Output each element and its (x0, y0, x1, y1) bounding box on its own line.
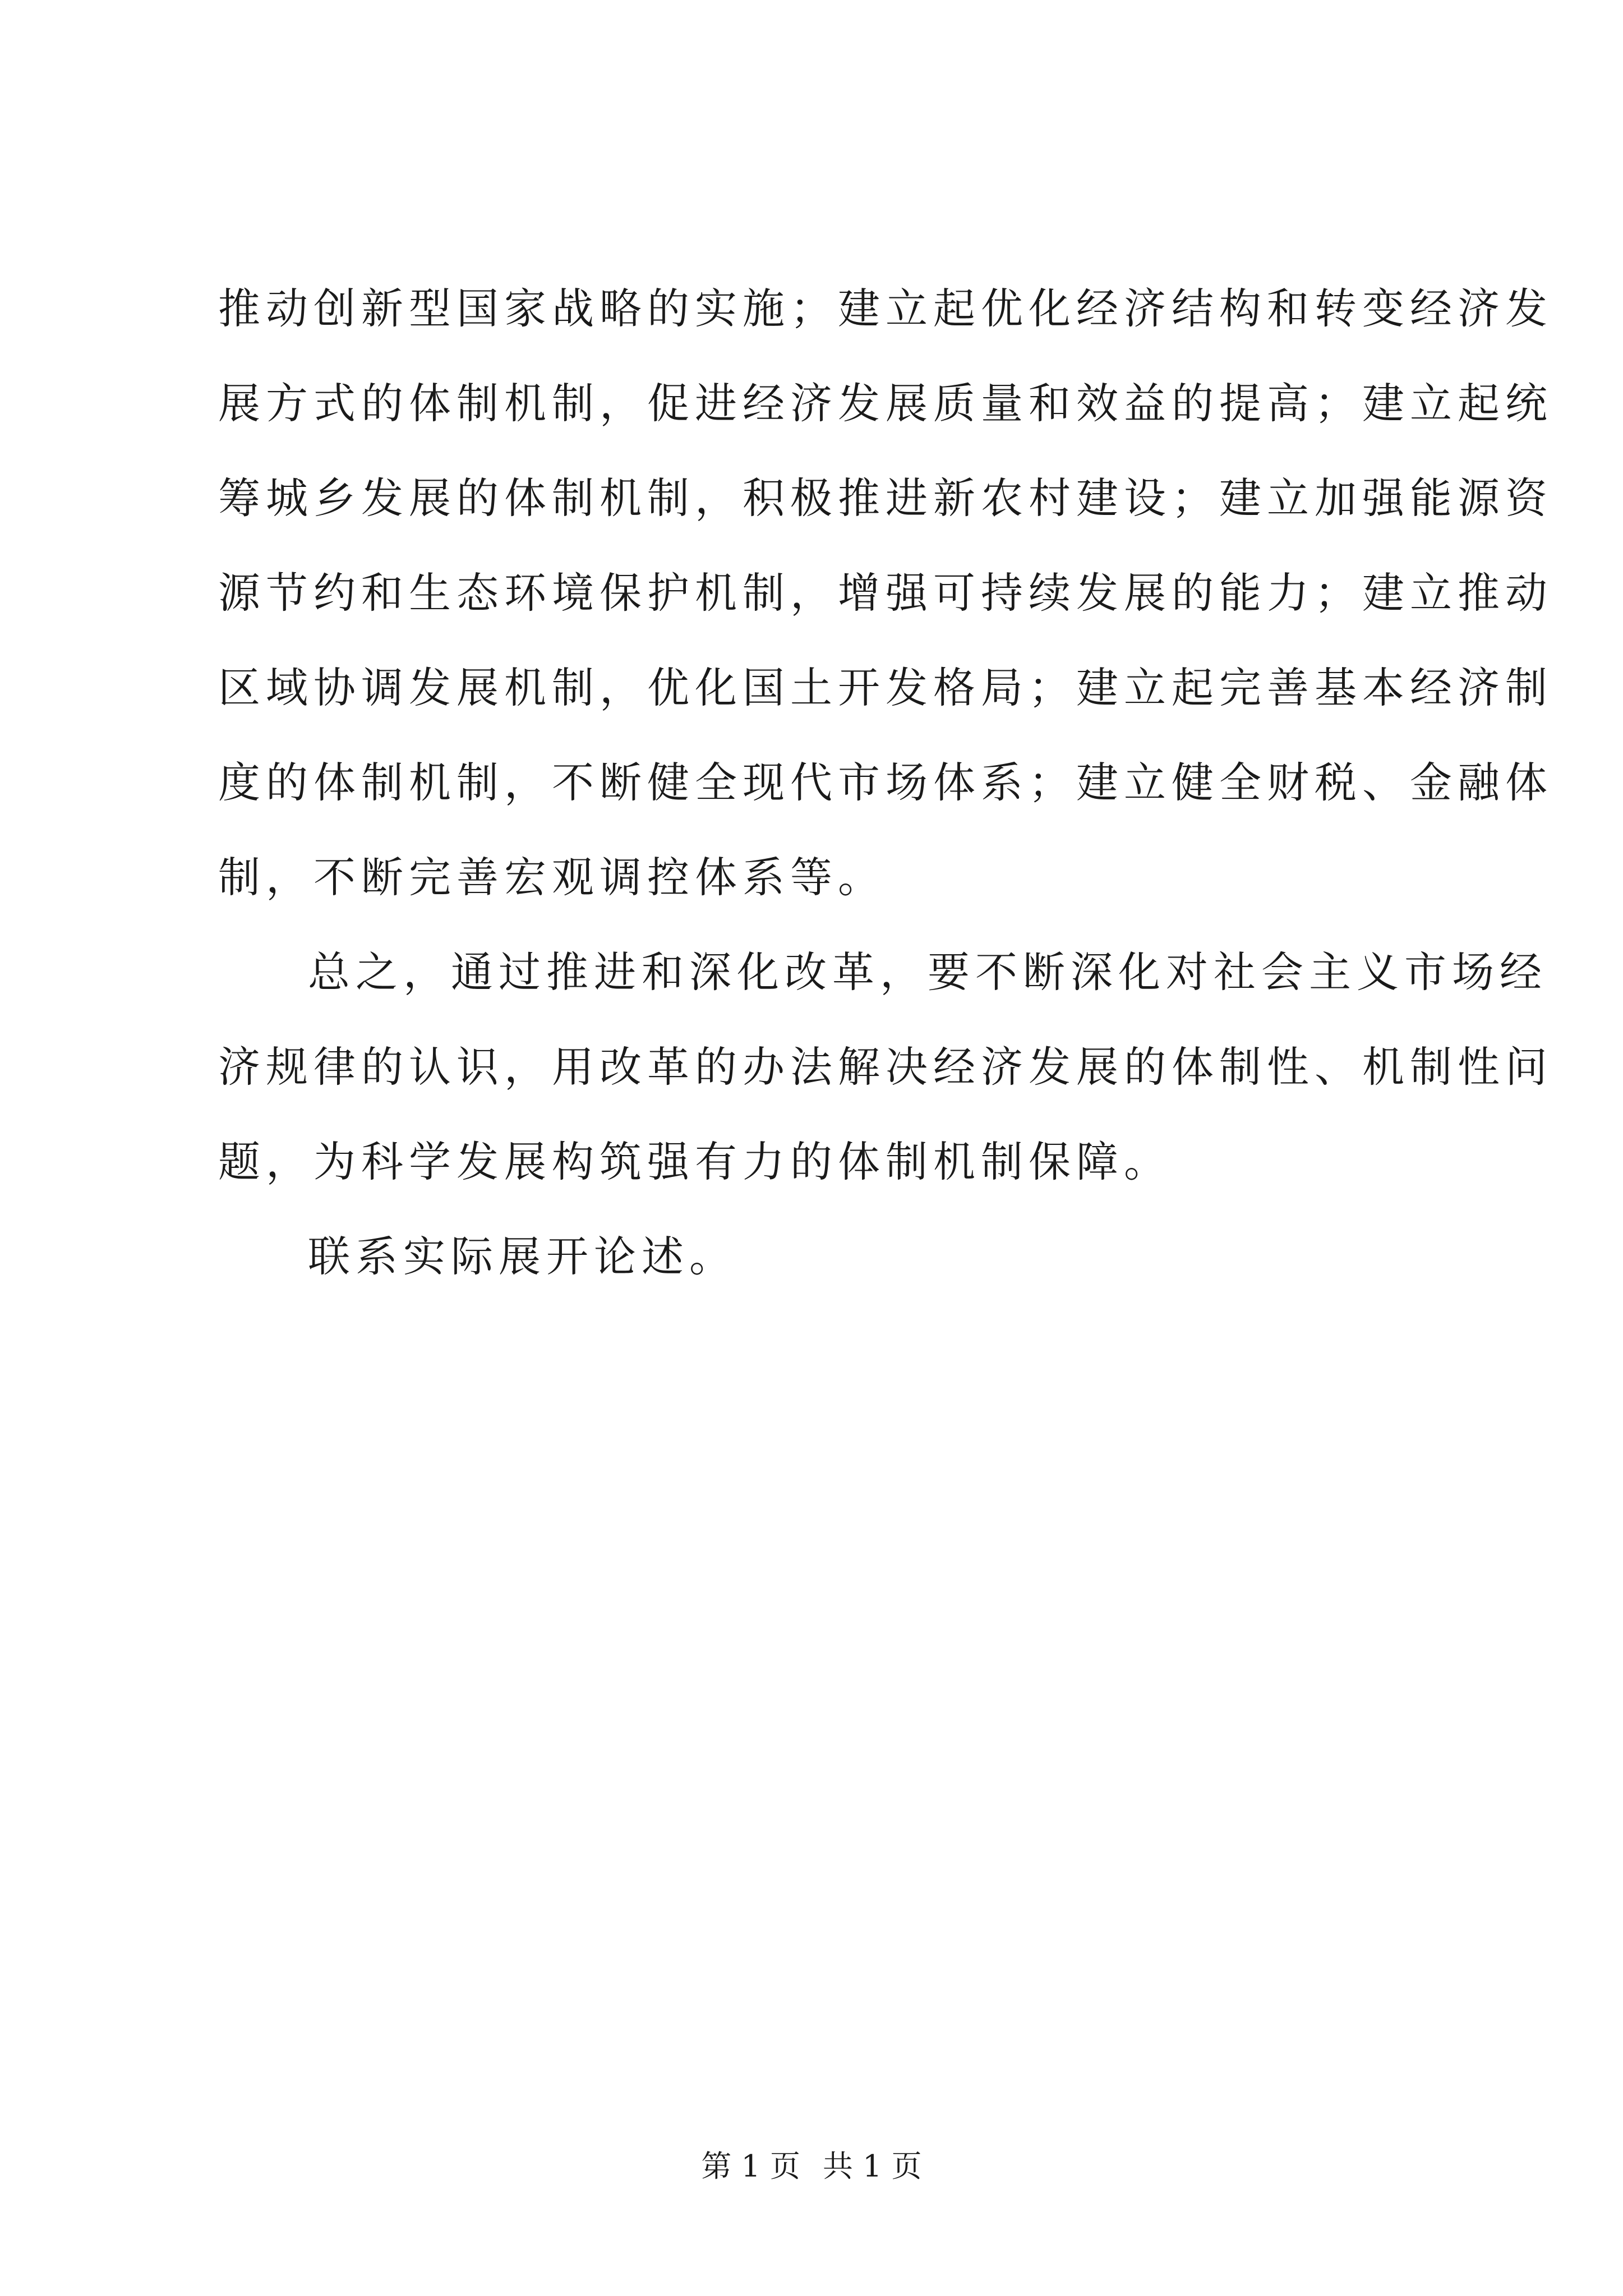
document-body (218, 261, 1553, 1304)
text-line: 区域协调发展机制，优化国土开发格局；建立起完善基本经济制 (218, 663, 1553, 712)
text-line: 济规律的认识，用改革的办法解决经济发展的体制性、机制性问 (218, 1042, 1553, 1092)
text-line: 筹城乡发展的体制机制，积极推进新农村建设；建立加强能源资 (218, 473, 1553, 523)
text-line: 度的体制机制，不断健全现代市场体系；建立健全财税、金融体 (218, 758, 1553, 807)
page-total: 共 1 页 (823, 2148, 922, 2184)
paragraph-instruction (218, 1209, 1423, 1304)
text-line: 题，为科学发展构筑强有力的体制机制保障。 (218, 1137, 1172, 1186)
page-number: 第 1 页 (701, 2148, 800, 2184)
paragraph-reform-mechanisms (218, 261, 1553, 925)
text-line: 源节约和生态环境保护机制，增强可持续发展的能力；建立推动 (218, 568, 1553, 618)
text-line: 制，不断完善宏观调控体系等。 (218, 853, 886, 902)
page-footer (0, 2144, 1623, 2189)
text-line: 展方式的体制机制，促进经济发展质量和效益的提高；建立起统 (218, 379, 1553, 428)
paragraph-conclusion (218, 925, 1553, 1209)
text-line: 总之，通过推进和深化改革，要不断深化对社会主义市场经 (308, 947, 1548, 997)
text-line: 推动创新型国家战略的实施；建立起优化经济结构和转变经济发 (218, 284, 1553, 333)
text-line: 联系实际展开论述。 (308, 1232, 737, 1281)
